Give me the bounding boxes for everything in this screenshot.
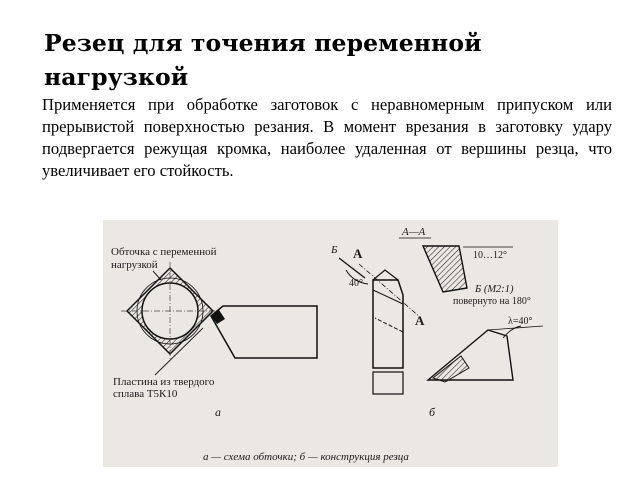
lambda-label: λ=40° — [508, 316, 533, 327]
cutter-holder — [211, 306, 317, 358]
label-turning-line2: нагрузкой — [111, 259, 158, 271]
arrow-a2: А — [415, 313, 425, 328]
view-label: Б (М2:1) — [475, 284, 514, 295]
section-aa-profile — [423, 246, 467, 292]
rotated-label: повернуто на 180° — [453, 296, 531, 307]
cutter-figure — [103, 220, 558, 467]
cutter-diagram — [103, 220, 558, 467]
label-insert-line1: Пластина из твердого — [113, 376, 215, 388]
view-arrow-b — [339, 258, 365, 278]
label-insert-line2: сплава Т5К10 — [113, 388, 178, 400]
label-turning-line1: Обточка с переменной — [111, 246, 217, 258]
cutter-top-view — [373, 270, 403, 394]
angle-40: 40° — [349, 278, 363, 289]
section-label: А—А — [402, 226, 426, 238]
view-b-detail — [428, 326, 543, 382]
workpiece — [121, 262, 219, 360]
label-a: а — [215, 405, 221, 419]
arrow-b: Б — [331, 244, 338, 256]
slide-title: Резец для точения переменной нагрузкой — [44, 29, 482, 91]
label-b: б — [429, 405, 436, 419]
arrow-a1: А — [353, 246, 363, 261]
slide-body-text: Применяется при обработке заготовок с неравномерным припуском или прерывистой поверхностью резания. В момент врезания в заготовку удару подвергается режущая кромка, наиболее удаленная от вершины резца, что увеличивает его стойкость. — [42, 95, 612, 180]
figure-caption: а — схема обточки; б — конструкция резца — [203, 451, 409, 463]
angle-12: 10…12° — [473, 250, 507, 261]
